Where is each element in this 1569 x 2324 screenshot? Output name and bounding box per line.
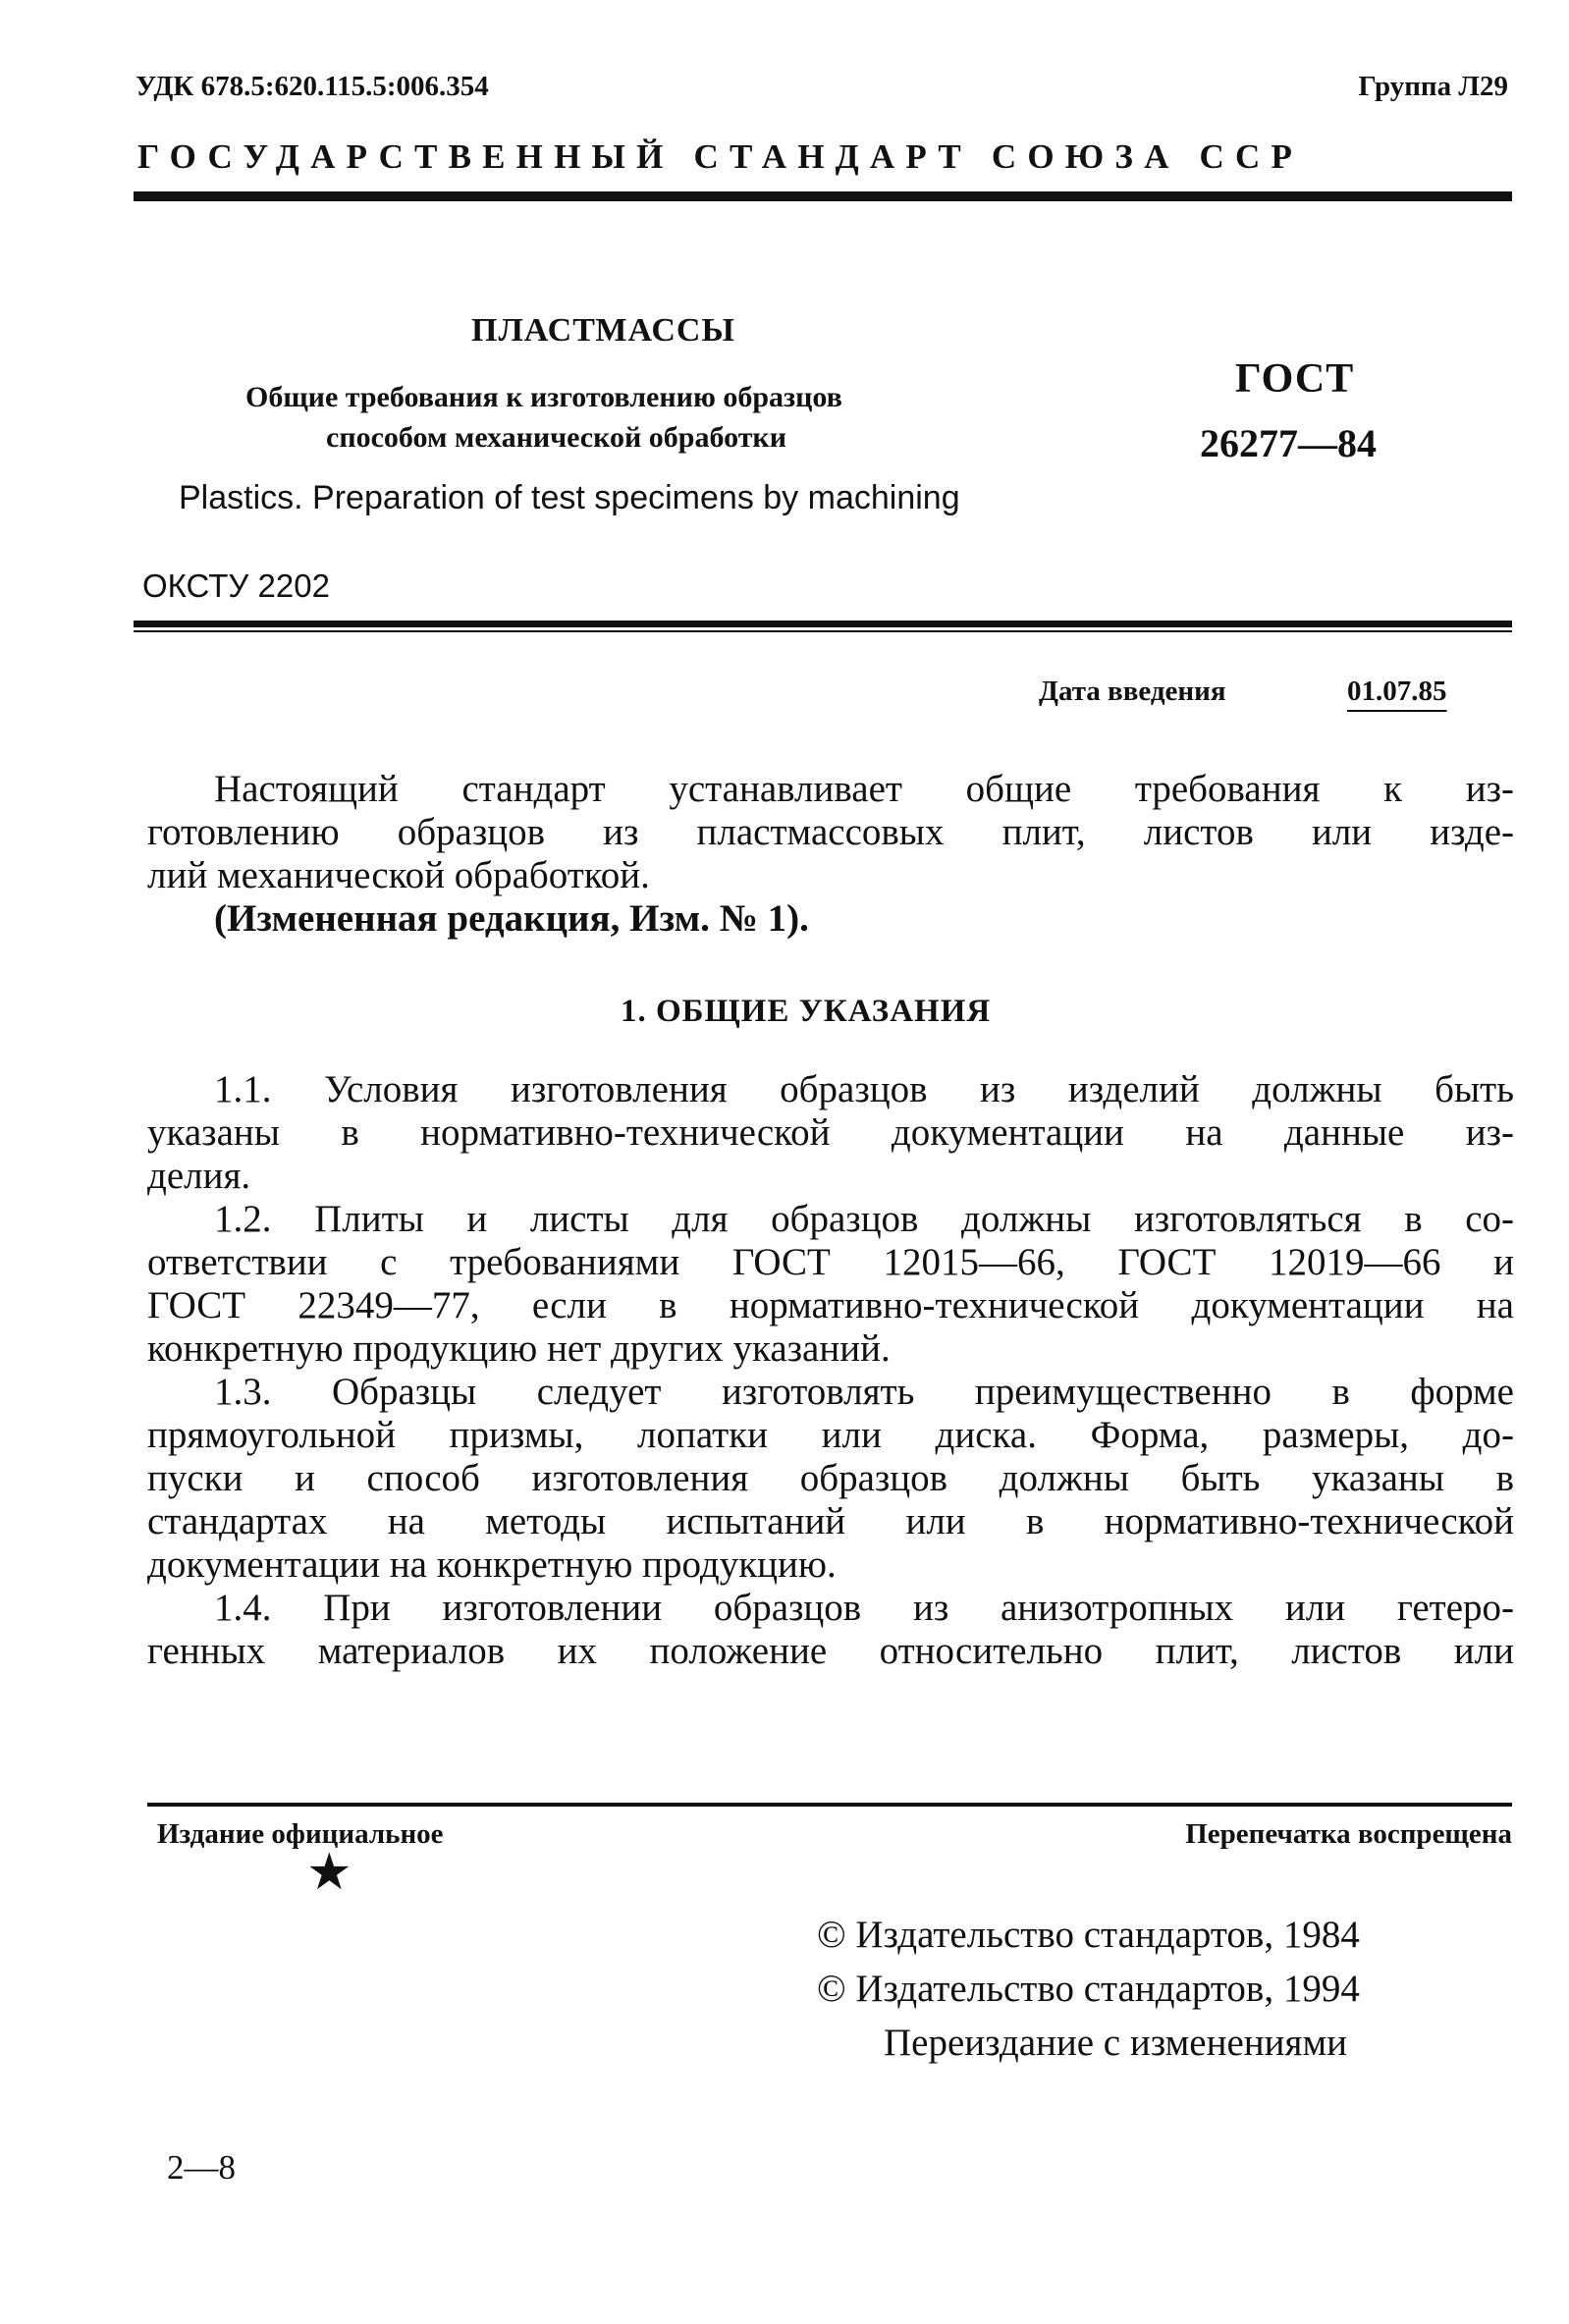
intro-line: лий механической обработкой. [147,854,650,896]
paragraph-line: 1.2. Плиты и листы для образцов должны изготовляться в со- [214,1198,1514,1240]
paragraph-line: ГОСТ 22349—77, если в нормативно-технической документации на [147,1284,1514,1326]
footer-rule [147,1803,1512,1807]
title-rule-thick [134,621,1512,627]
page-number: 2—8 [167,2148,236,2187]
paragraph-line: указаны в нормативно-технической документации на данные из- [147,1111,1514,1154]
paragraph-line: делия. [147,1155,251,1197]
paragraph-line: пуски и способ изготовления образцов должны быть указаны в [147,1457,1514,1499]
section-body [147,1068,1514,1673]
paragraph-line: 1.4. При изготовлении образцов из анизотропных или гетеро- [214,1587,1514,1629]
official-edition-label: Издание официальное [157,1818,444,1850]
paragraph-line: 1.3. Образцы следует изготовлять преимущественно в форме [214,1371,1514,1413]
paragraph-line: генных материалов их положение относительно плит, листов или [147,1630,1514,1672]
intro-line: Настоящий стандарт устанавливает общие требования к из- [214,768,1514,810]
group-code: Группа Л29 [1358,71,1508,102]
english-title: Plastics. Preparation of test specimens by machining [179,479,960,516]
copyright-1994: © Издательство стандартов, 1994 [817,1968,1360,2010]
okstu-code: ОКСТУ 2202 [142,567,330,604]
paragraph-line: ответствии с требованиями ГОСТ 12015—66, ГОСТ 12019—66 и [147,1241,1514,1283]
amendment-note: (Измененная редакция, Изм. № 1). [214,897,809,940]
paragraph-line: прямоугольной призмы, лопатки или диска. Форма, размеры, до- [147,1414,1514,1456]
paragraph-line: конкретную продукцию нет других указаний. [147,1327,891,1370]
section-heading: 1. ОБЩИЕ УКАЗАНИЯ [621,994,992,1029]
reprint-prohibited-label: Перепечатка воспрещена [1185,1818,1512,1850]
copyright-1984: © Издательство стандартов, 1984 [817,1914,1360,1956]
date-label: Дата введения [1039,676,1226,707]
paragraph-line: 1.1. Условия изготовления образцов из изделий должны быть [214,1068,1514,1110]
reissue-note: Переиздание с изменениями [884,2022,1347,2064]
header-rule [134,191,1512,201]
paragraph-line: документации на конкретную продукцию. [147,1543,837,1586]
gost-label: ГОСТ [1235,356,1355,402]
intro-line: готовлению образцов из пластмассовых плит, листов или изде- [147,811,1514,853]
document-title: ПЛАСТМАССЫ [471,312,735,349]
subtitle-line-2: способом механической обработки [326,421,786,454]
star-icon: ★ [306,1845,352,1901]
subtitle-line-1: Общие требования к изготовлению образцов [245,381,842,413]
gost-number: 26277—84 [1200,421,1377,465]
udk-code: УДК 678.5:620.115.5:006.354 [135,71,489,102]
state-standard-banner: ГОСУДАРСТВЕННЫЙ СТАНДАРТ СОЮЗА ССР [137,137,1304,176]
date-value: 01.07.85 [1347,676,1447,707]
paragraph-line: стандартах на методы испытаний или в нормативно-технической [147,1500,1514,1542]
title-rule-thin [134,630,1512,632]
intro-paragraph [147,768,1514,941]
